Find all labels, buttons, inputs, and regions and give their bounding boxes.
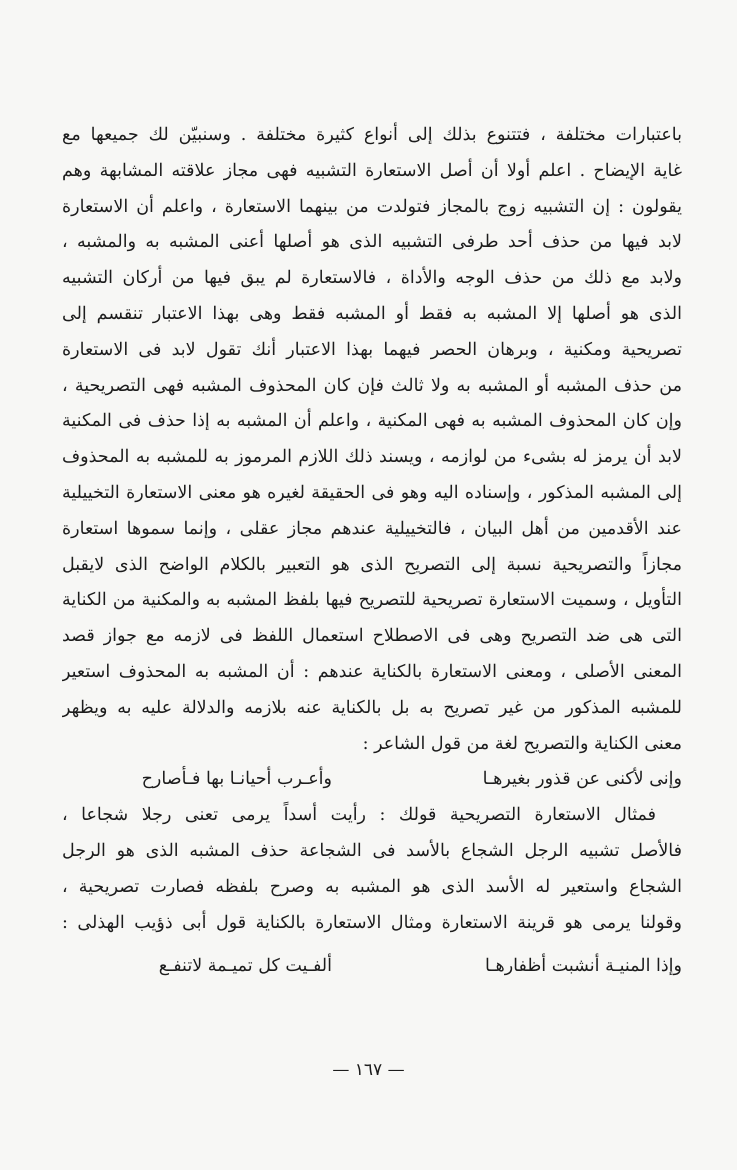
text-line: التأويل ، وسميت الاستعارة تصريحية للتصريح فيها بلفظ المشبه به والمكنية من الكناية — [62, 590, 682, 611]
text-line: إلى المشبه المذكور ، وإسناده اليه وهو فى الحقيقة لغيره هو معنى الاستعارة التخييلية — [62, 482, 682, 503]
text-line: غاية الإيضاح . اعلم أولا أن أصل الاستعارة التشبيه فهى مجاز علاقته المشابهة وهم — [62, 160, 682, 181]
verse-first-hemistich: وإنى لأكنى عن قذور بغيرهـا — [482, 769, 682, 790]
poetry-verse — [62, 762, 682, 798]
verse-second-hemistich: وأعـرب أحيانـا بها فـأصارح — [141, 769, 332, 790]
poetry-verse — [62, 949, 682, 985]
text-line: من حذف المشبه أو المشبه به ولا ثالث فإن كان المحذوف المشبه فهى التصريحية ، — [62, 375, 682, 396]
text-line: لابد فيها من حذف أحد طرفى التشبيه الذى هو أصلها أعنى المشبه به والمشبه ، — [62, 232, 682, 253]
text-line: معنى الكناية والتصريح لغة من قول الشاعر : — [362, 733, 682, 754]
text-line: الشجاع واستعير له الأسد الذى هو المشبه به وصرح بلفظه فصارت تصريحية ، — [62, 876, 682, 897]
text-line: الذى هو أصلها إلا المشبه به فقط أو المشبه فقط وهى بهذا الاعتبار تنقسم إلى — [62, 303, 682, 324]
text-line: يقولون : إن التشبيه زوج بالمجاز فتولدت من بينهما الاستعارة ، واعلم أن الاستعارة — [62, 196, 682, 217]
text-line: فالأصل تشبيه الرجل الشجاع بالأسد فى الشجاعة حذف المشبه الذى هو الرجل — [62, 840, 682, 861]
text-line: عند الأقدمين من أهل البيان ، فالتخييلية عندهم مجاز عقلى ، وإنما سموها استعارة — [62, 518, 682, 539]
text-line: وقولنا يرمى هو قرينة الاستعارة ومثال الاستعارة بالكناية قول أبى ذؤيب الهذلى : — [62, 912, 682, 933]
text-line: لابد أن يرمز له بشىء من لوازمه ، ويسند ذلك اللازم المرموز به للمشبه به المحذوف — [62, 447, 682, 468]
text-line: المعنى الأصلى ، ومعنى الاستعارة بالكناية عندهم : أن المشبه به المحذوف استعير — [62, 661, 682, 682]
text-line: فمثال الاستعارة التصريحية قولك : رأيت أسداً يرمى تعنى رجلا شجاعا ، — [62, 805, 656, 826]
text-line: للمشبه المذكور من غير تصريح به بل بالكناية عنه بلازمه والدلالة عليه به ويظهر — [62, 697, 682, 718]
text-line: ولابد مع ذلك من حذف الوجه والأداة ، فالاستعارة لم يبق فيها من أركان التشبيه — [62, 268, 682, 289]
main-text — [62, 118, 682, 985]
text-line: التى هى ضد التصريح وهى فى الاصطلاح استعمال اللفظ فى لازمه مع جواز قصد — [62, 626, 682, 647]
page-number: — ١٦٧ — — [332, 1060, 405, 1080]
text-line: تصريحية ومكنية ، وبرهان الحصر فيهما بهذا الاعتبار أنك تقول لابد فى الاستعارة — [62, 339, 682, 360]
verse-first-hemistich: وإذا المنيـة أنشبت أظفارهـا — [485, 956, 682, 977]
verse-second-hemistich: ألفـيت كل تميـمة لاتنفـع — [158, 956, 332, 977]
text-line: وإن كان المحذوف المشبه به فهى المكنية ، واعلم أن المشبه به إذا حذف فى المكنية — [62, 411, 682, 432]
text-line: مجازاً والتصريحية نسبة إلى التصريح الذى هو التعبير بالكلام الواضح الذى لايقبل — [62, 554, 682, 575]
text-line: باعتبارات مختلفة ، فتتنوع بذلك إلى أنواع كثيرة مختلفة . وسنبيّن لك جميعها مع — [62, 125, 682, 145]
